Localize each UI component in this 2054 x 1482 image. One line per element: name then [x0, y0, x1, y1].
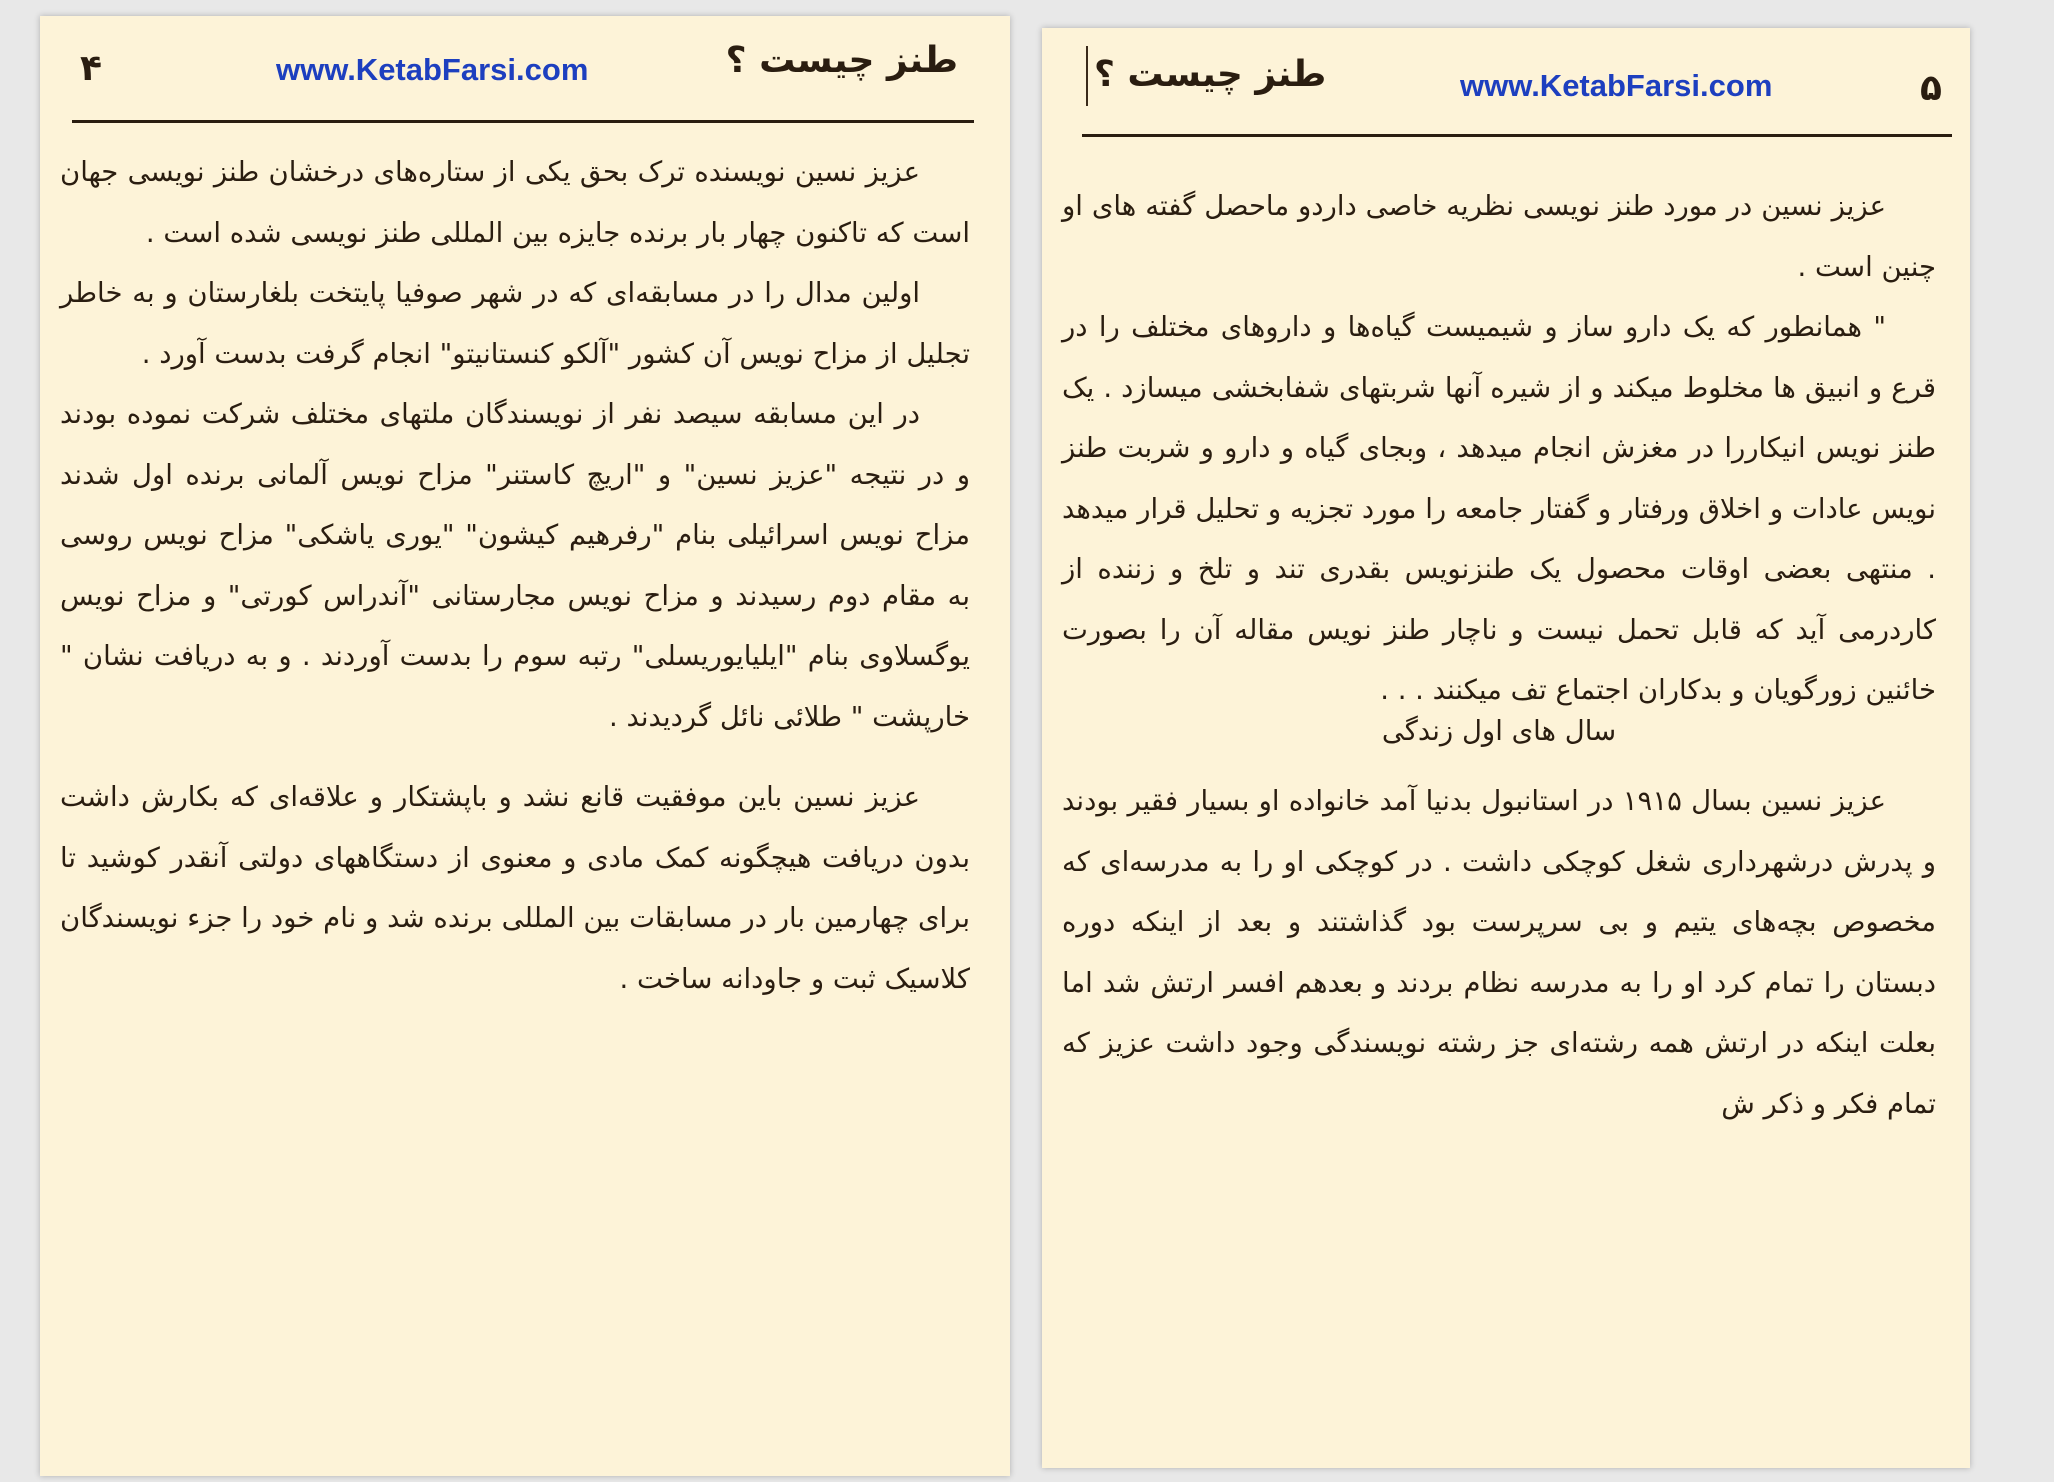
header-rule	[72, 120, 974, 123]
header-rule	[1082, 134, 1952, 137]
paragraph: عزیز نسین نویسنده ترک بحق یکی از ستاره‌های درخشان طنز نویسی جهان است که تاکنون چهار بار برنده جایزه بین المللی طنز نویسی شده است .	[60, 156, 970, 249]
book-page-left	[40, 16, 1010, 1476]
paragraph: در این مسابقه سیصد نفر از نویسندگان ملتهای مختلف شرکت نموده بودند و در نتیجه "عزیز نسین" و "اریچ کاستنر" مزاح نویس آلمانی برنده اول شدند مزاح نویس اسرائیلی بنام "رفرهیم کیشون" "یوری یاشکی" مزاح نویس روسی به مقام دوم رسیدند و مزاح نویس مجارستانی "آندراس کورتی" و مزاح نویس یوگسلاوی بنام "ایلیایوریسلی" رتبه سوم را بدست آوردند . و به دریافت نشان " خارپشت " طلائی نائل گردیدند .	[60, 398, 970, 733]
paragraph: عزیز نسین باین موفقیت قانع نشد و باپشتکار و علاقه‌ای که بکارش داشت بدون دریافت هیچگونه کمک مادی و معنوی از دستگاههای دولتی آنقدر کوشید تا برای چهارمین بار در مسابقات بین المللی برنده شد و نام خود را جزء نویسندگان کلاسیک ثبت و جاودانه ساخت .	[60, 781, 970, 995]
paragraph: عزیز نسین بسال ۱۹۱۵ در استانبول بدنیا آمد خانواده او بسیار فقیر بودند و پدرش درشهرداری شغل کوچکی داشت . در کوچکی او را به مدرسه‌ای که مخصوص بچه‌های یتیم و بی سرپرست بود گذاشتند و بعد از اینکه دوره دبستان را تمام کرد او را به مدرسه نظام بردند و بعدهم افسر ارتش شد اما بعلت اینکه در ارتش همه رشته‌ای جز رشته نویسندگی وجود داشت عزیز که تمام فکر و ذکر ش	[1062, 785, 1936, 1120]
page-number: ۴	[80, 48, 102, 89]
paragraph: اولین مدال را در مسابقه‌ای که در شهر صوفیا پایتخت بلغارستان و به خاطر تجلیل از مزاح نویس آن کشور "آلکو کنستانیتو" انجام گرفت بدست آورد .	[60, 277, 970, 370]
page-number: ۵	[1920, 68, 1942, 109]
book-page-right	[1042, 28, 1970, 1468]
running-title: طنز چیست ؟	[1094, 54, 1327, 95]
page-header	[1042, 28, 1970, 132]
page-body	[1062, 176, 1936, 1134]
website-link[interactable]: www.KetabFarsi.com	[1460, 68, 1773, 103]
page-header	[40, 16, 1010, 120]
running-title: طنز چیست ؟	[725, 40, 958, 81]
page-body	[60, 142, 970, 1009]
paragraph: " همانطور که یک دارو ساز و شیمیست گیاه‌ها و داروهای مختلف را در قرع و انبیق ها مخلوط میکند و از شیره آنها شربتهای شفابخشی میسازد . یک طنز نویس انیکاررا در مغزش انجام میدهد ، وبجای گیاه و دارو و شربت طنز نویس عادات و اخلاق ورفتار و گفتار جامعه را مورد تجزیه و تحلیل قرار میدهد . منتهی بعضی اوقات محصول یک طنزنویس بقدری تند و تلخ و زننده از کاردرمی آید که قابل تحمل نیست و ناچار طنز نویس مقاله آن را بصورت خائنین زورگویان و بدکاران اجتماع تف میکنند . . .	[1062, 311, 1936, 706]
website-link[interactable]: www.KetabFarsi.com	[276, 52, 589, 87]
paragraph: عزیز نسین در مورد طنز نویسی نظریه خاصی داردو ماحصل گفته های او چنین است .	[1062, 190, 1936, 283]
section-subheading: سال های اول زندگی	[1381, 714, 1617, 747]
